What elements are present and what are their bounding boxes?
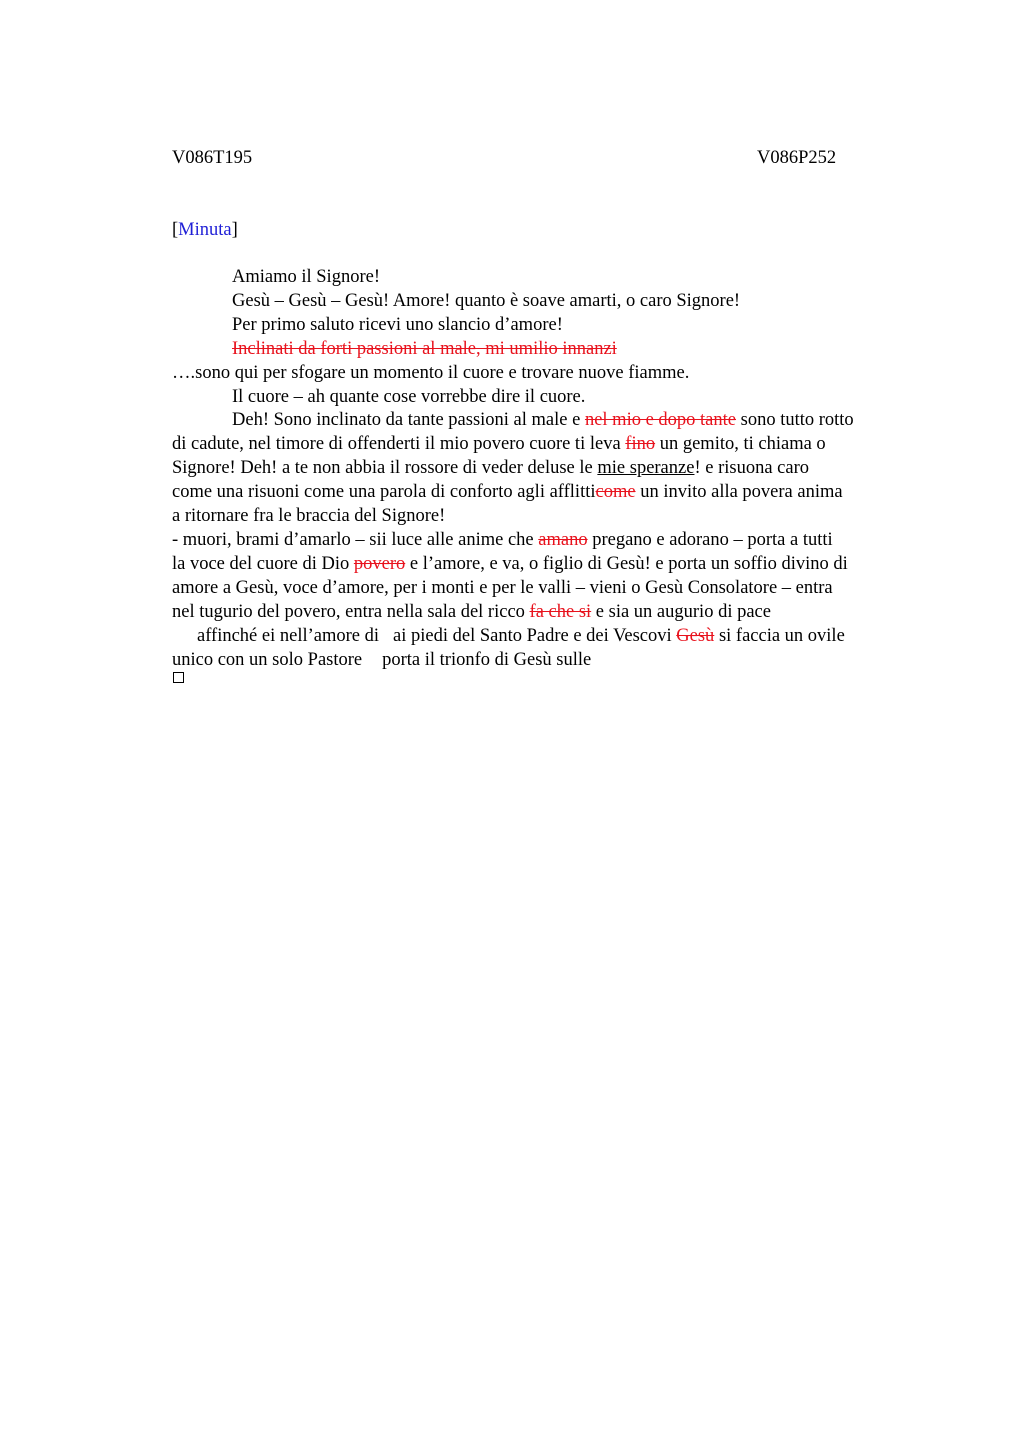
deleted-text: Gesù: [676, 625, 715, 646]
text-segment: di cadute, nel timore di offenderti il mio povero cuore ti leva: [172, 434, 626, 455]
text-line: [172, 338, 932, 362]
text-segment: come una risuoni come una parola di conforto agli afflitti: [172, 482, 596, 503]
text-segment: porta il trionfo di Gesù sulle: [382, 649, 592, 670]
text-line: a ritornare fra le braccia del Signore!: [172, 506, 446, 527]
text-line: [172, 625, 932, 649]
deleted-text: Inclinati da forti passioni al male, mi umilio innanzi: [232, 338, 617, 359]
document-code-right: V086P252: [757, 148, 837, 168]
empty-checkbox-box: [173, 672, 184, 683]
text-line: [172, 553, 932, 577]
text-line: [172, 409, 932, 433]
text-segment: un gemito, ti chiama o: [655, 434, 826, 455]
text-segment: ! e risuona caro: [694, 458, 809, 479]
text-line: Per primo saluto ricevi uno slancio d’amore!: [232, 314, 563, 335]
text-line: [172, 649, 932, 673]
deleted-text: nel mio e dopo tante: [584, 410, 736, 431]
minuta-tag: [172, 219, 238, 241]
text-segment: affinché ei nell’amore di: [197, 625, 380, 646]
text-segment: ai piedi del Santo Padre e dei Vescovi: [393, 625, 677, 646]
text-line: Il cuore – ah quante cose vorrebbe dire il cuore.: [232, 386, 586, 407]
document-code-left: V086T195: [172, 148, 253, 168]
text-segment: nel tugurio del povero, entra nella sala del ricco: [172, 601, 530, 622]
text-line: [172, 529, 932, 553]
text-segment: - muori, brami d’amarlo – sii luce alle anime che: [172, 529, 539, 550]
text-segment: la voce del cuore di Dio: [172, 553, 354, 574]
text-line: [172, 481, 932, 505]
text-segment: e l’amore, e va, o figlio di Gesù! e porta un soffio divino di: [405, 553, 848, 574]
deleted-text: fino: [625, 434, 656, 455]
text-line: amore a Gesù, voce d’amore, per i monti e per le valli – vieni o Gesù Consolatore – entra: [172, 577, 833, 598]
text-line: [172, 433, 932, 457]
deleted-text: come: [595, 482, 636, 503]
underlined-text: mie speranze: [597, 458, 695, 479]
text-segment: unico con un solo Pastore: [172, 649, 363, 670]
text-segment: un invito alla povera anima: [635, 482, 843, 503]
text-segment: si faccia un ovile: [714, 625, 845, 646]
deleted-text: povero: [353, 553, 406, 574]
text-line: [172, 457, 932, 481]
text-line: Amiamo il Signore!: [232, 267, 380, 287]
text-line: [172, 601, 932, 625]
text-segment: Deh! Sono inclinato da tante passioni al male e: [232, 410, 585, 431]
text-segment: e sia un augurio di pace: [591, 601, 771, 622]
text-segment: pregano e adorano – porta a tutti: [587, 529, 833, 550]
tag-bracket-close: ]: [231, 220, 238, 240]
text-line: Gesù – Gesù – Gesù! Amore! quanto è soave amarti, o caro Signore!: [232, 290, 741, 311]
tag-bracket-open: [: [172, 220, 179, 240]
text-segment: sono tutto rotto: [736, 410, 854, 431]
deleted-text: amano: [538, 529, 588, 550]
deleted-text: fa che si: [529, 601, 592, 622]
text-segment: Signore! Deh! a te non abbia il rossore di veder deluse le: [172, 458, 598, 479]
tag-label: Minuta: [178, 220, 232, 240]
text-line: ….sono qui per sfogare un momento il cuore e trovare nuove fiamme.: [172, 362, 690, 383]
manuscript-body: [172, 266, 932, 672]
